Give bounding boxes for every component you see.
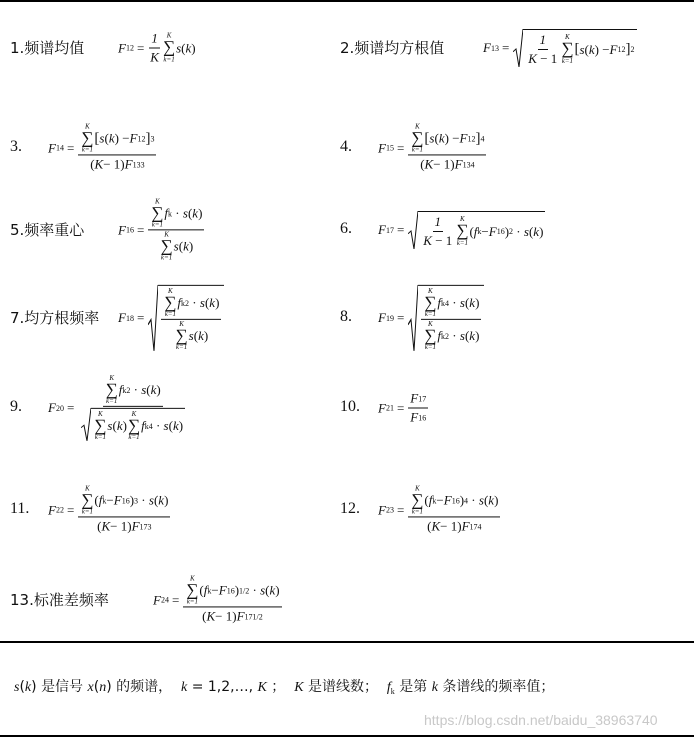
footnote-text-5: 是第 xyxy=(399,679,428,695)
formula-6-expression: F 17 = 1 K − 1 K ∑ k=1 ( f k − F 16 ) 2 · s ( k ) xyxy=(378,211,545,249)
footnote-text-3: ； xyxy=(271,679,286,695)
formula-5-expression: F 16 = K ∑ k=1 f k · s ( k ) K ∑ k=1 s ( k ) xyxy=(118,197,203,262)
top-rule xyxy=(0,0,694,2)
formula-7-expression: F 18 = K ∑ k=1 f k 2 · s ( k ) K ∑ k=1 s ( k ) xyxy=(118,285,224,351)
formula-3-expression: F 14 = K ∑ k=1 [ s ( k ) − F 12 ] 3 ( K − 1) F 13 3 xyxy=(48,122,155,172)
formula-2-expression: F 13 = 1 K − 1 K ∑ k=1 [ s ( k ) − F 12 ] 2 xyxy=(483,29,637,67)
formula-11-label: 11. xyxy=(10,500,30,517)
formula-13-expression: F 24 = K ∑ k=1 ( f k − F 16 ) 1/2 · s ( k ) ( K − 1) F 17 1/2 xyxy=(153,574,280,624)
formula-10-expression: F 21 = F 17 F 16 xyxy=(378,390,427,425)
footnote-text-4: 是谱线数； xyxy=(308,679,378,695)
footnote-text-1: 是信号 xyxy=(41,679,84,695)
formula-9-expression: F 20 = K ∑ k=1 f k 2 · s ( k ) K ∑ k=1 s ( k ) K ∑ k=1 f k 4 · s ( k ) xyxy=(48,373,184,442)
formula-5-label: 5.频率重心 xyxy=(10,221,85,239)
formula-7-label: 7.均方根频率 xyxy=(10,309,100,327)
formula-12-expression: F 23 = K ∑ k=1 ( f k − F 16 ) 4 · s ( k ) ( K − 1) F 17 4 xyxy=(378,484,499,534)
formula-13-label: 13.标准差频率 xyxy=(10,591,109,609)
formula-10-label: 10. xyxy=(340,398,360,415)
footnote: s(k) 是信号 x(n) 的频谱， k = 1,2,…, K ； K 是谱线数； $f_k$ 是第 k 条谱线的频率值； xyxy=(14,679,555,696)
formula-9-label: 9. xyxy=(10,398,22,415)
watermark: https://blog.csdn.net/baidu_38963740 xyxy=(424,712,658,728)
formula-11-expression: F 22 = K ∑ k=1 ( f k − F 16 ) 3 · s ( k ) ( K − 1) F 17 3 xyxy=(48,484,169,534)
footnote-text-2: 的频谱， xyxy=(116,679,173,695)
formula-4-label: 4. xyxy=(340,138,352,155)
formula-6-label: 6. xyxy=(340,220,352,237)
formula-8-label: 8. xyxy=(340,308,352,325)
middle-rule xyxy=(0,641,694,643)
formula-3-label: 3. xyxy=(10,138,22,155)
formula-1-expression: F 12 = $\frac{1}{K}$ K ∑ k=1 s ( k ) xyxy=(118,30,196,65)
formula-8-expression: F 19 = K ∑ k=1 f k 4 · s ( k ) K ∑ k=1 f k 2 · s ( k ) xyxy=(378,285,484,351)
formula-12-label: 12. xyxy=(340,500,360,517)
formula-4-expression: F 15 = K ∑ k=1 [ s ( k ) − F 12 ] 4 ( K − 1) F 13 4 xyxy=(378,122,485,172)
formula-2-label: 2.频谱均方根值 xyxy=(340,39,445,57)
bottom-rule xyxy=(0,735,694,737)
formula-1-label: 1.频谱均值 xyxy=(10,39,85,57)
footnote-text-6: 条谱线的频率值； xyxy=(442,679,555,695)
